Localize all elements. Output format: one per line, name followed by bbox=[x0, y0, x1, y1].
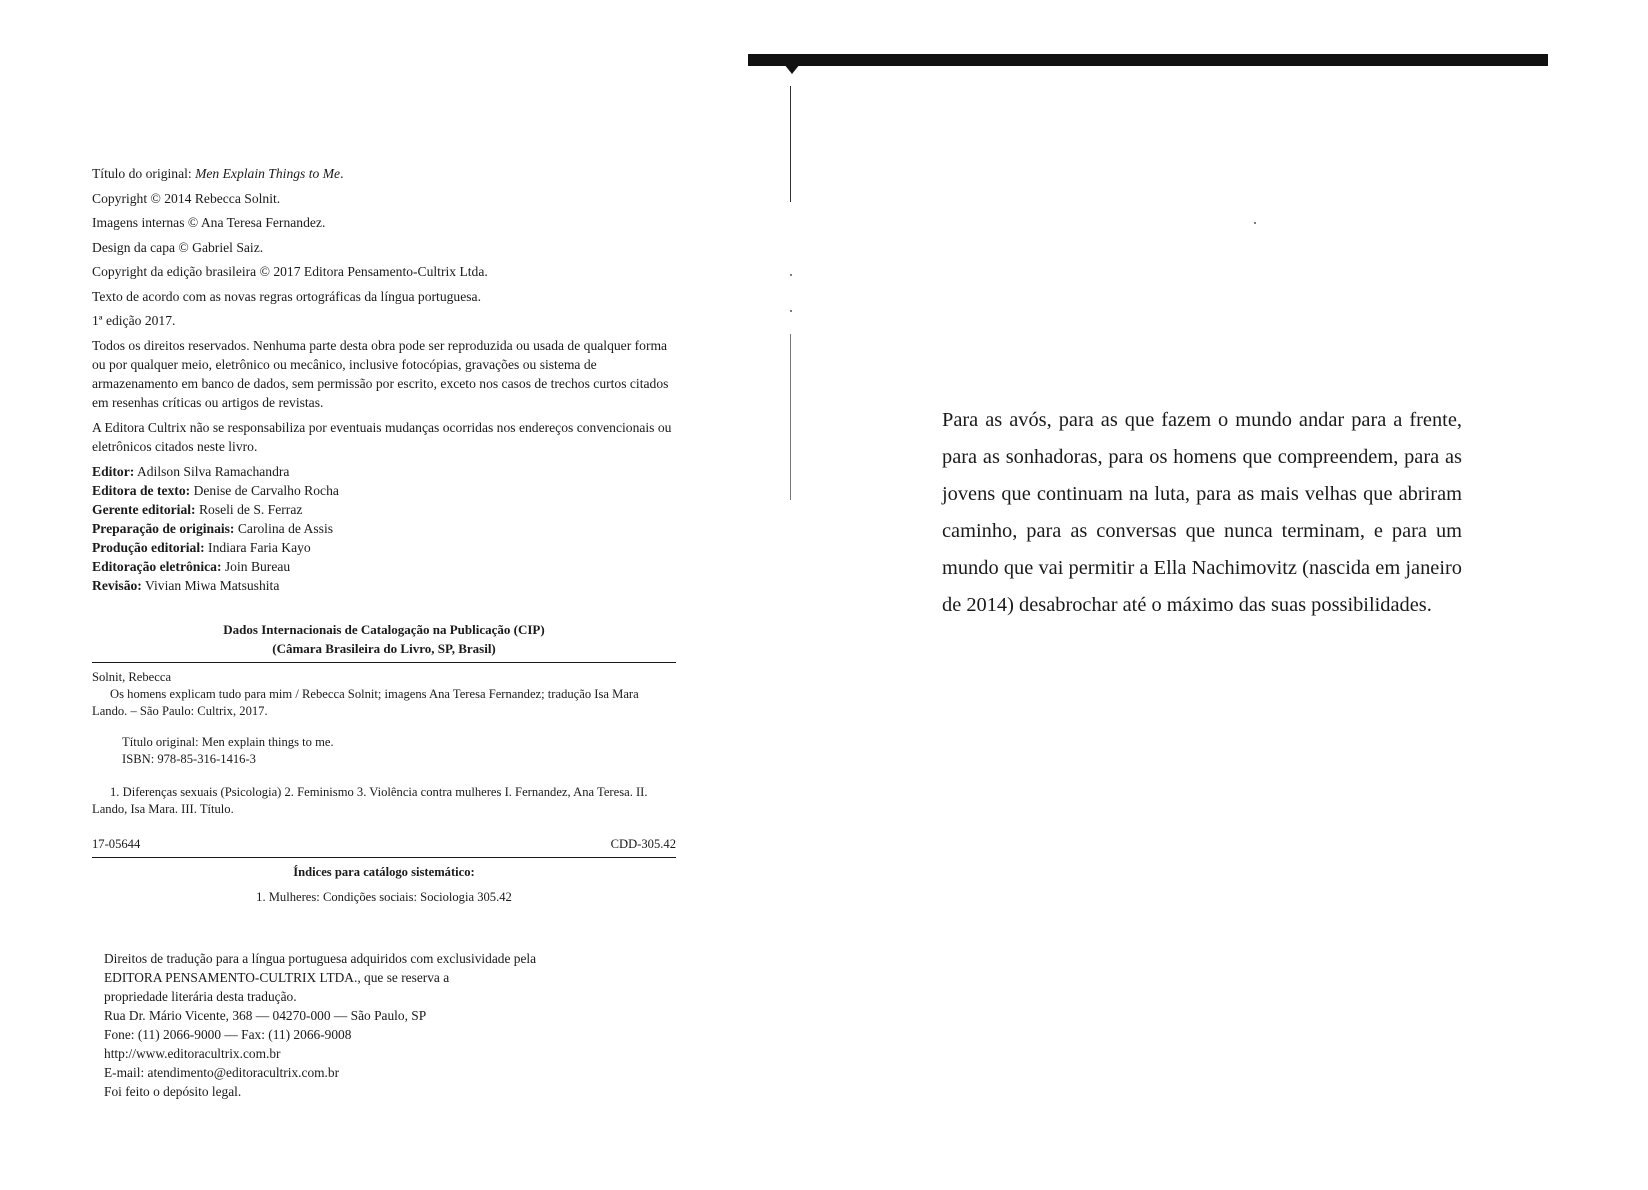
publisher-info bbox=[104, 949, 664, 1101]
original-title-line bbox=[92, 164, 682, 184]
cip-heading-line2: (Câmara Brasileira do Livro, SP, Brasil) bbox=[272, 641, 496, 656]
cip-body bbox=[92, 669, 676, 853]
original-title-end: . bbox=[340, 166, 344, 181]
images-credit: Imagens internas © Ana Teresa Fernandez. bbox=[92, 215, 326, 230]
staff-item: Gerente editorial: Roseli de S. Ferraz bbox=[92, 501, 303, 517]
cover-credit: Design da capa © Gabriel Saiz. bbox=[92, 239, 264, 255]
cip-cdd: CDD-305.42 bbox=[610, 837, 676, 851]
credits-block bbox=[92, 164, 682, 595]
cip-block bbox=[92, 620, 676, 906]
cip-bottom-rule bbox=[92, 857, 676, 858]
publisher-line: Direitos de tradução para a língua portuguesa adquiridos com exclusividade pela bbox=[104, 951, 537, 966]
rights-paragraph: Todos os direitos reservados. Nenhuma parte desta obra pode ser reproduzida ou usada de qualquer forma ou por qualquer meio, eletrônico ou mecânico, inclusive fotocópias, gravações ou sistema de armazenamento em banco de dados, sem permissão por escrito, exceto nos casos de trechos curtos citados em resenhas críticas ou artigos de revistas. bbox=[92, 337, 669, 410]
cip-entry: Os homens explicam tudo para mim / Rebecca Solnit; imagens Ana Teresa Fernandez; tradução Isa Mara Lando. – São Paulo: Cultrix, 2017. bbox=[92, 687, 639, 718]
edition-line: 1ª edição 2017. bbox=[92, 313, 176, 328]
cip-top-rule bbox=[92, 662, 676, 663]
cip-heading-line1: Dados Internacionais de Catalogação na Publicação (CIP) bbox=[223, 622, 545, 637]
publisher-address: Rua Dr. Mário Vicente, 368 — 04270-000 — São Paulo, SP bbox=[104, 1008, 427, 1023]
disclaimer-paragraph: A Editora Cultrix não se responsabiliza por eventuais mudanças ocorridas nos endereços convencionais ou eletrônicos citados neste livro. bbox=[92, 419, 672, 454]
cip-index-title: Índices para catálogo sistemático: bbox=[293, 865, 475, 879]
staff-item: Preparação de originais: Carolina de Assis bbox=[92, 520, 334, 536]
original-title-label: Título do original: bbox=[92, 166, 196, 181]
cip-heading bbox=[92, 620, 676, 658]
cip-index-item: 1. Mulheres: Condições sociais: Sociologia 305.42 bbox=[256, 890, 512, 904]
staff-list bbox=[92, 462, 682, 595]
publisher-line: propriedade literária desta tradução. bbox=[104, 989, 297, 1004]
staff-item: Produção editorial: Indiara Faria Kayo bbox=[92, 539, 311, 555]
publisher-website: http://www.editoracultrix.com.br bbox=[104, 1046, 281, 1061]
cip-record-number: 17-05644 bbox=[92, 837, 141, 851]
cip-original-title: Título original: Men explain things to me. bbox=[122, 735, 334, 749]
publisher-phone: Fone: (11) 2066-9000 — Fax: (11) 2066-9008 bbox=[104, 1027, 352, 1042]
publisher-legal-deposit: Foi feito o depósito legal. bbox=[104, 1084, 242, 1099]
publisher-email: E-mail: atendimento@editoracultrix.com.br bbox=[104, 1065, 340, 1080]
br-copyright-line: Copyright da edição brasileira © 2017 Editora Pensamento-Cultrix Ltda. bbox=[92, 264, 488, 279]
cip-author: Solnit, Rebecca bbox=[92, 670, 172, 684]
staff-item: Revisão: Vivian Miwa Matsushita bbox=[92, 577, 280, 593]
cip-notes bbox=[122, 734, 676, 768]
staff-item: Editora de texto: Denise de Carvalho Rocha bbox=[92, 482, 339, 498]
publisher-line: EDITORA PENSAMENTO-CULTRIX LTDA., que se reserva a bbox=[104, 970, 450, 985]
cip-isbn: ISBN: 978-85-316-1416-3 bbox=[122, 752, 256, 766]
dedication-text: Para as avós, para as que fazem o mundo andar para a frente, para as sonhadoras, para os homens que compreendem, para as jovens que continuam na luta, para as mais velhas que abriram caminho, para as conversas que nunca terminam, e para um mundo que vai permitir a Ella Nachimovitz (nascida em janeiro de 2014) desabrochar até o máximo das suas possibilidades. bbox=[942, 409, 1462, 616]
cip-subjects: 1. Diferenças sexuais (Psicologia) 2. Feminismo 3. Violência contra mulheres I. Fernandez, Ana Teresa. II. Lando, Isa Mara. III. Título. bbox=[92, 785, 648, 816]
copyright-page bbox=[0, 0, 760, 1190]
staff-item: Editor: Adilson Silva Ramachandra bbox=[92, 463, 290, 479]
original-title: Men Explain Things to Me bbox=[195, 166, 341, 181]
cip-classification-row bbox=[92, 836, 676, 853]
staff-item: Editoração eletrônica: Join Bureau bbox=[92, 558, 291, 574]
copyright-line: Copyright © 2014 Rebecca Solnit. bbox=[92, 190, 281, 206]
orthography-note: Texto de acordo com as novas regras ortográficas da língua portuguesa. bbox=[92, 288, 481, 304]
